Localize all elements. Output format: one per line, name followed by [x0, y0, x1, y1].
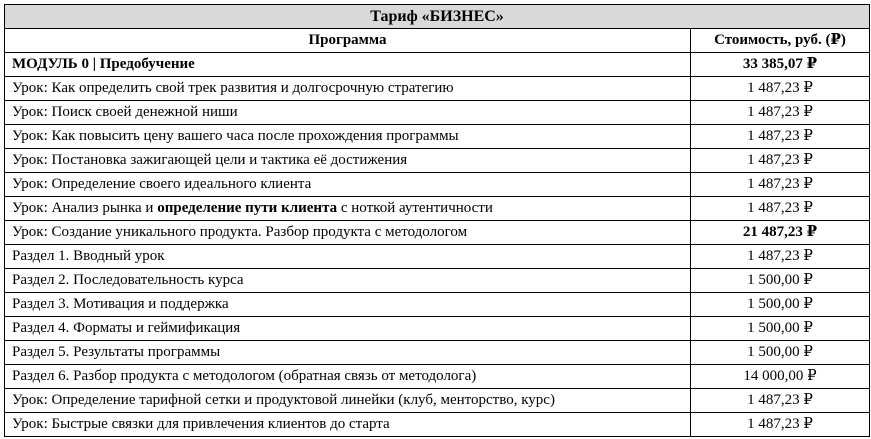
- table-row: [5, 389, 870, 413]
- table-row: [5, 245, 870, 269]
- row-text: Раздел 5. Результаты программы: [12, 344, 221, 360]
- row-program: [5, 389, 691, 413]
- header-program: Программа: [5, 29, 691, 53]
- row-program: [5, 365, 691, 389]
- table-row: [5, 413, 870, 437]
- table-row: [5, 317, 870, 341]
- row-program: [5, 341, 691, 365]
- row-cost: 1 487,23 ₽: [691, 77, 870, 101]
- module-row: [5, 53, 870, 77]
- row-cost: 1 500,00 ₽: [691, 293, 870, 317]
- row-cost: 1 500,00 ₽: [691, 317, 870, 341]
- table-title: Тариф «БИЗНЕС»: [5, 5, 870, 29]
- tariff-table: [4, 4, 870, 437]
- row-text: Раздел 2. Последовательность курса: [12, 272, 244, 288]
- row-program: [5, 413, 691, 437]
- row-program: [5, 245, 691, 269]
- row-cost: 1 487,23 ₽: [691, 413, 870, 437]
- table-row: [5, 221, 870, 245]
- table-row: [5, 101, 870, 125]
- row-cost: 1 500,00 ₽: [691, 269, 870, 293]
- table-row: [5, 77, 870, 101]
- row-text: Урок: Поиск своей денежной ниши: [12, 104, 238, 120]
- row-text: Раздел 1. Вводный урок: [12, 248, 165, 264]
- table-row: [5, 197, 870, 221]
- row-text: Урок: Определение тарифной сетки и продуктовой линейки (клуб, менторство, курс): [12, 392, 555, 408]
- table-row: [5, 149, 870, 173]
- row-text: Урок: Как определить свой трек развития и долгосрочную стратегию: [12, 80, 454, 96]
- row-program: [5, 317, 691, 341]
- row-cost: 14 000,00 ₽: [691, 365, 870, 389]
- row-program: [5, 269, 691, 293]
- module-name: МОДУЛЬ 0 | Предобучение: [5, 53, 691, 77]
- table-row: [5, 269, 870, 293]
- row-program: [5, 197, 691, 221]
- table-row: [5, 365, 870, 389]
- row-program: [5, 221, 691, 245]
- module-cost: 33 385,07 ₽: [691, 53, 870, 77]
- table-row: [5, 341, 870, 365]
- row-cost: 1 487,23 ₽: [691, 125, 870, 149]
- table-row: [5, 125, 870, 149]
- row-program: [5, 173, 691, 197]
- table-row: [5, 293, 870, 317]
- row-program: [5, 125, 691, 149]
- row-text: Урок: Как повысить цену вашего часа после прохождения программы: [12, 128, 459, 144]
- row-text: Раздел 3. Мотивация и поддержка: [12, 296, 229, 312]
- row-program: [5, 293, 691, 317]
- row-program: [5, 77, 691, 101]
- row-text-bold: определение пути клиента: [157, 200, 338, 216]
- row-cost: 1 500,00 ₽: [691, 341, 870, 365]
- row-cost: 1 487,23 ₽: [691, 149, 870, 173]
- row-text: Урок: Создание уникального продукта. Разбор продукта с методологом: [12, 224, 468, 240]
- row-program: [5, 101, 691, 125]
- row-text: Урок: Постановка зажигающей цели и тактика её достижения: [12, 152, 408, 168]
- header-row: [5, 29, 870, 53]
- header-cost: Стоимость, руб. (₽): [691, 29, 870, 53]
- row-cost: 1 487,23 ₽: [691, 245, 870, 269]
- row-cost: 1 487,23 ₽: [691, 197, 870, 221]
- row-cost: 1 487,23 ₽: [691, 173, 870, 197]
- row-text: Раздел 4. Форматы и геймификация: [12, 320, 241, 336]
- row-text: Урок: Быстрые связки для привлечения клиентов до старта: [12, 416, 390, 432]
- title-row: [5, 5, 870, 29]
- row-text-suffix: с ноткой аутентичности: [337, 200, 493, 216]
- row-text: Урок: Анализ рынка и: [12, 200, 158, 216]
- row-text: Раздел 6. Разбор продукта с методологом (обратная связь от методолога): [12, 368, 477, 384]
- row-cost: 21 487,23 ₽: [691, 221, 870, 245]
- row-cost: 1 487,23 ₽: [691, 101, 870, 125]
- table-row: [5, 173, 870, 197]
- row-cost: 1 487,23 ₽: [691, 389, 870, 413]
- row-program: [5, 149, 691, 173]
- row-text: Урок: Определение своего идеального клиента: [12, 176, 312, 192]
